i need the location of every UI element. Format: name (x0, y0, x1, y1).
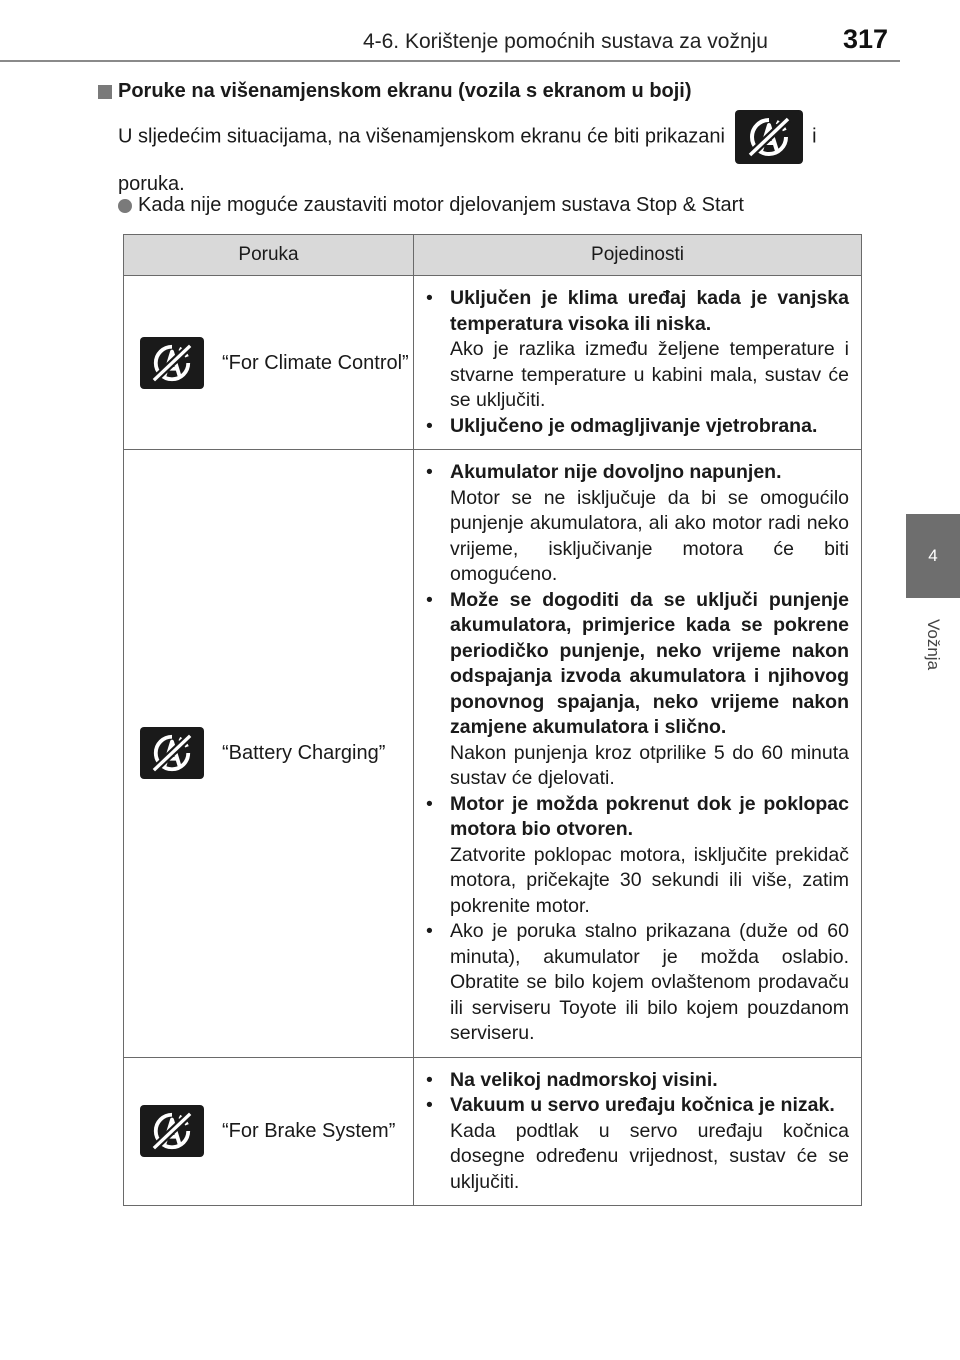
stop-start-off-icon (735, 110, 803, 164)
square-bullet-icon (98, 85, 112, 99)
header-details: Pojedinosti (414, 235, 862, 276)
message-text: “Battery Charging” (222, 742, 386, 765)
header-message: Poruka (124, 235, 414, 276)
table-row (124, 450, 862, 1058)
detail-entry: • Uključeno je odmagljivanje vjetrobrana. (426, 414, 849, 440)
detail-bold: Na velikoj nadmorskoj visini. (450, 1068, 718, 1091)
message-cell (124, 450, 414, 1058)
header-title: 4-6. Korištenje pomoćnih sustava za vožnju (362, 30, 768, 53)
chapter-label: Vožnja (924, 619, 943, 671)
detail-normal: Zatvorite poklopac motora, isključite prekidač motora, pričekajte 30 sekundi ili više, zatim pokrenite motor. (450, 843, 849, 917)
detail-bold: Može se dogoditi da se uključi punjenje akumulatora, primjerice kada se pokrene periodičko punjenje, neko vrijeme nakon odspajanja izvoda akumulatora i njihovog ponovnog spajanja, neko vrijeme nakon zamjene akumulatora i slično. (450, 588, 849, 738)
page-number: 317 (842, 24, 888, 54)
intro-text-before: U sljedećim situacijama, na višenamjenskom ekranu će biti prikazani (118, 125, 725, 148)
round-bullet-icon (118, 199, 132, 213)
detail-bold: Vakuum u servo uređaju kočnica je nizak. (450, 1094, 835, 1116)
detail-entry: • Ako je poruka stalno prikazana (duže od 60 minuta), akumulator je možda oslabio. Obratite se bilo kojem ovlaštenom prodavaču ili serviseru Toyote ili bilo kojem pouzdanom serviseru. (426, 919, 849, 1047)
section-heading-text: Poruke na višenamjenskom ekranu (vozila s ekranom u boji) (118, 80, 692, 102)
detail-entry: • Može se dogoditi da se uključi punjenje akumulatora, primjerice kada se pokrene periodičko punjenje, neko vrijeme nakon odspajanja izvoda akumulatora i njihovog ponovnog spajanja, neko vrijeme nakon zamjene akumulatora i slično. Nakon punjenja kroz otprilike 5 do 60 minuta sustav će djelovati. (426, 588, 849, 792)
detail-normal: Ako je razlika između željene temperature i stvarne temperature u kabini mala, sustav će se uključiti. (450, 338, 849, 411)
table-row (124, 1057, 862, 1206)
message-cell (124, 276, 414, 450)
detail-entry: • Vakuum u servo uređaju kočnica je nizak. Kada podtlak u servo uređaju kočnica dosegne određenu vrijednost, sustav će se uključiti. (426, 1093, 849, 1195)
detail-normal: Kada podtlak u servo uređaju kočnica dosegne određenu vrijednost, sustav će se uključiti. (450, 1119, 849, 1193)
stop-start-off-icon (140, 727, 204, 779)
details-cell (414, 276, 862, 450)
header-rule (0, 60, 900, 62)
detail-normal: Motor se ne isključuje da bi se omogućilo punjenje akumulatora, ali ako motor radi neko vrijeme, isključivanje motora će biti omogućeno. (450, 486, 849, 585)
detail-bold: Uključen je klima uređaj kada je vanjska temperatura visoka ili niska. (450, 287, 849, 335)
page-header (0, 0, 960, 62)
detail-normal: Nakon punjenja kroz otprilike 5 do 60 minuta sustav će djelovati. (450, 741, 849, 789)
condition-bullet-text: Kada nije moguće zaustaviti motor djelovanjem sustava Stop & Start (138, 194, 744, 216)
intro-paragraph (118, 110, 863, 204)
chapter-tab[interactable] (906, 514, 960, 598)
details-cell (414, 450, 862, 1058)
intro-text-after: i poruka. (118, 125, 817, 195)
message-text: “For Climate Control” (222, 351, 409, 374)
messages-table (123, 234, 862, 1206)
message-cell (124, 1057, 414, 1206)
detail-bold: Motor je možda pokrenut dok je poklopac motora bio otvoren. (450, 792, 849, 840)
condition-bullet (118, 194, 744, 217)
table-header-row (124, 235, 862, 276)
table-row (124, 276, 862, 450)
detail-bold: Akumulator nije dovoljno napunjen. (450, 461, 782, 483)
message-text: “For Brake System” (222, 1120, 396, 1143)
chapter-number: 4 (928, 546, 938, 565)
detail-entry: • Uključen je klima uređaj kada je vanjska temperatura visoka ili niska. Ako je razlika između željene temperature i stvarne temperature u kabini mala, sustav će se uključiti. (426, 286, 849, 414)
detail-entry: • Na velikoj nadmorskoj visini. (426, 1068, 849, 1094)
detail-entry: • Akumulator nije dovoljno napunjen. Motor se ne isključuje da bi se omogućilo punjenje akumulatora, ali ako motor radi neko vrijeme, isključivanje motora će biti omogućeno. (426, 460, 849, 588)
detail-bold: Uključeno je odmagljivanje vjetrobrana. (450, 414, 818, 437)
section-heading (98, 80, 692, 103)
details-cell (414, 1057, 862, 1206)
stop-start-off-icon (140, 1105, 204, 1157)
stop-start-off-icon (140, 337, 204, 389)
detail-entry: • Motor je možda pokrenut dok je poklopac motora bio otvoren. Zatvorite poklopac motora, isključite prekidač motora, pričekajte 30 sekundi ili više, zatim pokrenite motor. (426, 792, 849, 920)
detail-normal: Ako je poruka stalno prikazana (duže od 60 minuta), akumulator je možda oslabio. Obratite se bilo kojem ovlaštenom prodavaču ili serviseru Toyote ili bilo kojem pouzdanom serviseru. (450, 920, 849, 1044)
